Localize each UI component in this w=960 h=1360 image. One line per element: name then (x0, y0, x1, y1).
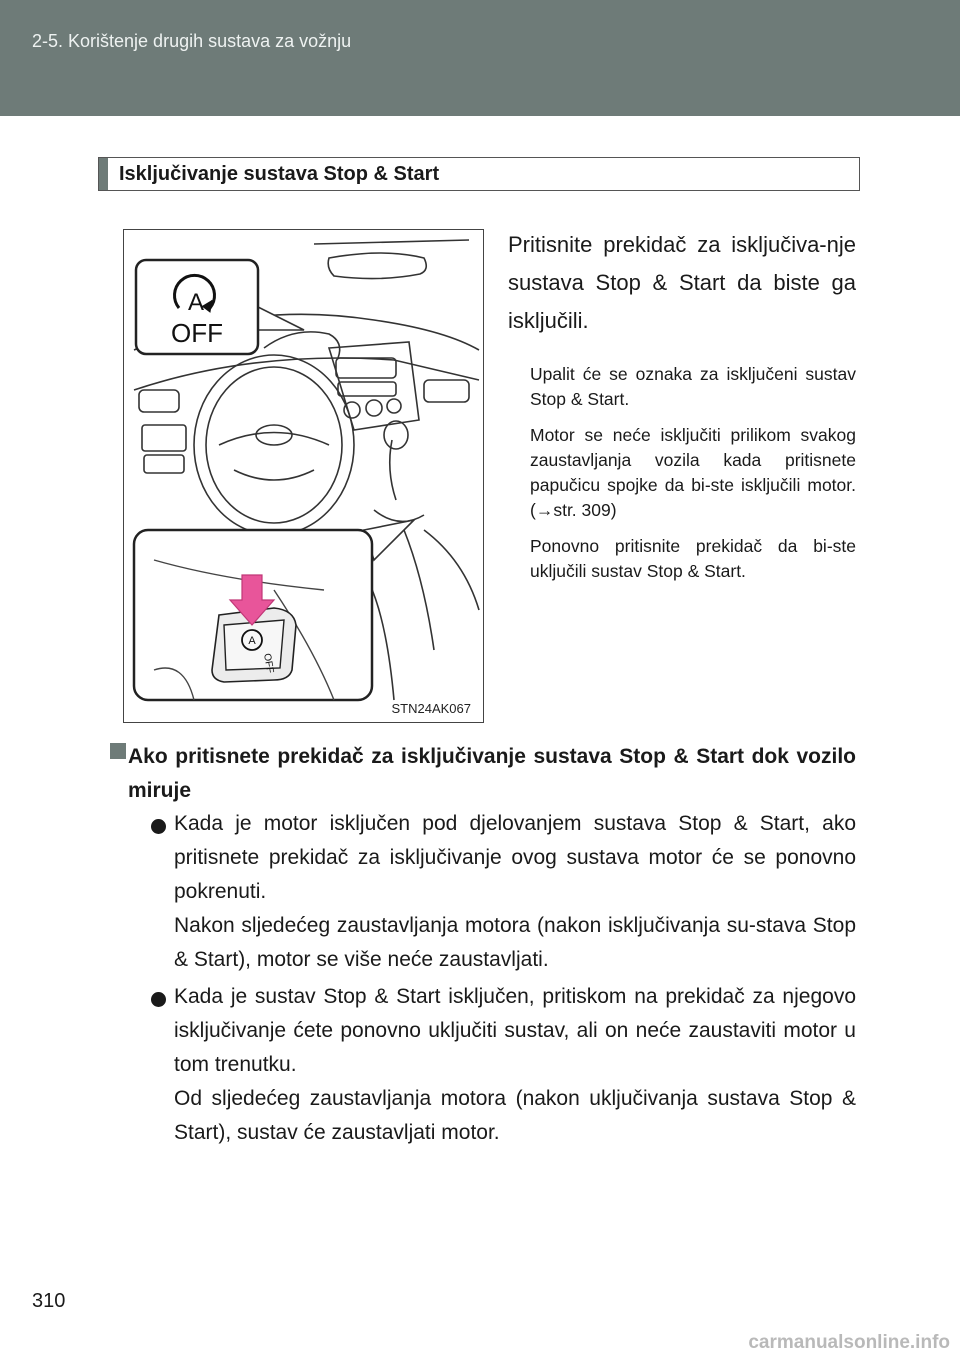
subsection-heading: Ako pritisnete prekidač za isključivanje sustava Stop & Start dok vozilo miruje (128, 745, 856, 802)
dashboard-drawing (124, 230, 484, 723)
bullet-paragraph: Od sljedećeg zaustavljanja motora (nakon uključivanja sustava Stop & Start), sustav će zaustavljati motor. (174, 1087, 856, 1144)
note-item: Upalit će se oznaka za isključeni sustav Stop & Start. (530, 364, 856, 409)
notes-list (530, 362, 856, 595)
section-marker (99, 158, 108, 190)
bullet-paragraph: Nakon sljedećeg zaustavljanja motora (nakon isključivanja su-stava Stop & Start), motor se više neće zaustavljati. (174, 914, 856, 971)
dashboard-illustration (123, 229, 484, 723)
svg-text:A: A (187, 289, 205, 316)
bullet-item (174, 807, 856, 977)
callout-off-label: OFF (171, 318, 223, 348)
bullet-dot-icon (151, 992, 166, 1007)
breadcrumb: 2-5. Korištenje drugih sustava za vožnju (32, 31, 352, 51)
subheading-square-icon (110, 743, 126, 759)
bullet-paragraph: Kada je sustav Stop & Start isključen, pritiskom na prekidač za njegovo isključivanje ćete ponovno uključiti sustav, ali on neće zaustaviti motor u tom trenutku. (174, 985, 856, 1076)
note-item: Ponovno pritisnite prekidač da bi-ste uključili sustav Stop & Start. (530, 536, 856, 581)
switch-callout (134, 520, 414, 700)
bullet-dot-icon (151, 819, 166, 834)
bullet-item (174, 980, 856, 1150)
section-title: Isključivanje sustava Stop & Start (119, 163, 440, 185)
intro-text: Pritisnite prekidač za isključiva-nje sustava Stop & Start da biste ga isključili. (508, 232, 856, 333)
note-item: Motor se neće isključiti prilikom svakog zaustavljanja vozila kada pritisnete papučicu spojke da bi-ste isključili motor. (→str. 309) (530, 425, 856, 520)
section-title-bar (98, 157, 860, 191)
figure-code: STN24AK067 (391, 701, 471, 716)
svg-text:A: A (248, 635, 256, 647)
page-header (0, 0, 960, 116)
switch-off-label: OFF (261, 652, 276, 675)
page-number: 310 (32, 1290, 66, 1312)
bullet-paragraph: Kada je motor isključen pod djelovanjem sustava Stop & Start, ako pritisnete prekidač za isključivanje ovog sustava motor će se ponovno pokrenuti. (174, 812, 856, 903)
watermark: carmanualsonline.info (748, 1332, 950, 1353)
